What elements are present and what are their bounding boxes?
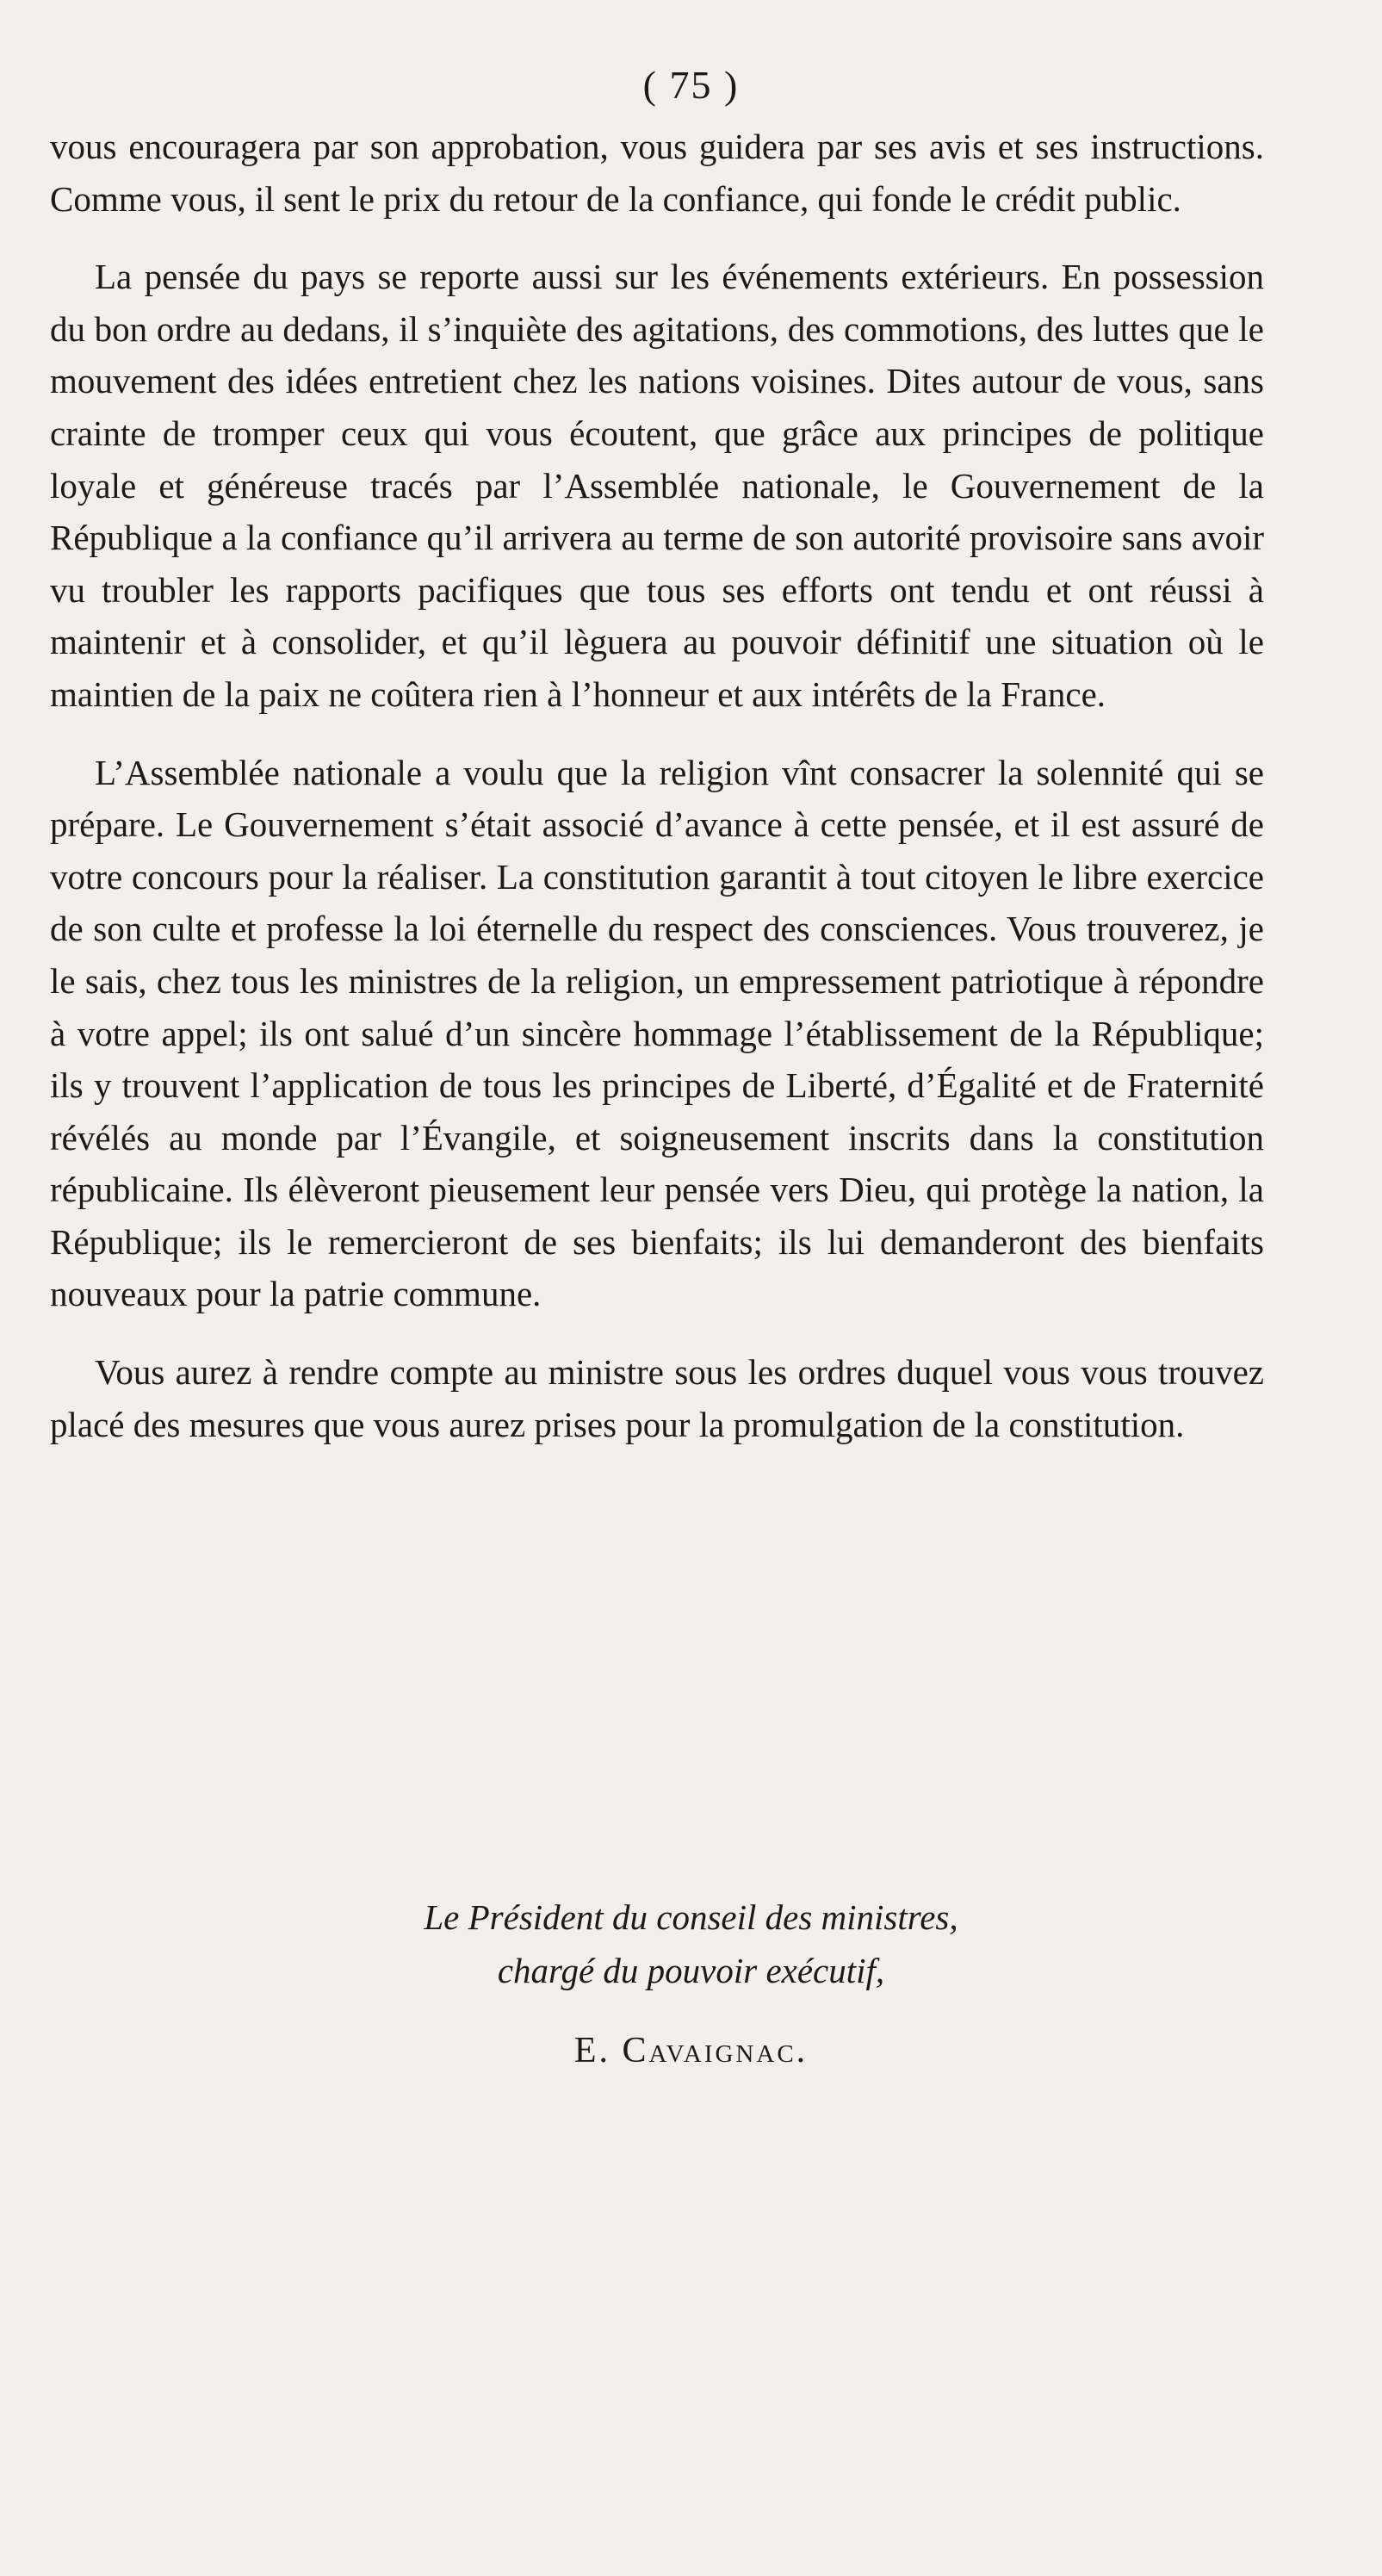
page-number: ( 75 ) [642, 63, 740, 107]
signature-title-line-2: chargé du pouvoir exécutif, [497, 1951, 885, 1990]
signature-title-line-1: Le Président du conseil des ministres, [424, 1897, 958, 1937]
paragraph-religion: L’Assemblée nationale a voulu que la religion vînt consacrer la solennité qui se prépare. Le Gouvernement s’était associé d’avance à cette pensée, et il est assuré de votre concours pour la réaliser. La constitution garantit à tout citoyen le libre exercice de son culte et professe la loi éternelle du respect des consciences. Vous trouverez, je le sais, chez tous les ministres de la religion, un empressement patriotique à répondre à votre appel; ils ont salué d’un sincère hommage l’établissement de la République; ils y trouvent l’application de tous les principes de Liberté, d’Égalité et de Fraternité révélés au monde par l’Évangile, et soigneusement inscrits dans la constitution républicaine. Ils élèveront pieusement leur pensée vers Dieu, qui protège la nation, la République; ils le remercieront de ses bienfaits; ils lui demanderont des bienfaits nouveaux pour la patrie commune. [50, 752, 1264, 1314]
paragraph-continuation: vous encouragera par son approbation, vous guidera par ses avis et ses instructions. Comme vous, il sent le prix du retour de la confiance, qui fonde le crédit public. [50, 127, 1264, 219]
paragraph-report: Vous aurez à rendre compte au ministre sous les ordres duquel vous vous trouvez placé des mesures que vous aurez prises pour la promulgation de la constitution. [50, 1352, 1264, 1444]
signature-name: E. Cavaignac. [573, 2031, 809, 2070]
signature-title [0, 1890, 1382, 1997]
body-text [50, 121, 1264, 1476]
paragraph-foreign-affairs: La pensée du pays se reporte aussi sur les événements extérieurs. En possession du bon ordre au dedans, il s’inquiète des agitations, des commotions, des luttes que le mouvement des idées entretient chez les nations voisines. Dites autour de vous, sans crainte de tromper ceux qui vous écoutent, que grâce aux principes de politique loyale et généreuse tracés par l’Assemblée nationale, le Gouvernement de la République a la confiance qu’il arrivera au terme de son autorité provisoire sans avoir vu troubler les rapports pacifiques que tous ses efforts ont tendu et ont réussi à maintenir et à consolider, et qu’il lèguera au pouvoir définitif une situation où le maintien de la paix ne coûtera rien à l’honneur et aux intérêts de la France. [50, 257, 1264, 714]
